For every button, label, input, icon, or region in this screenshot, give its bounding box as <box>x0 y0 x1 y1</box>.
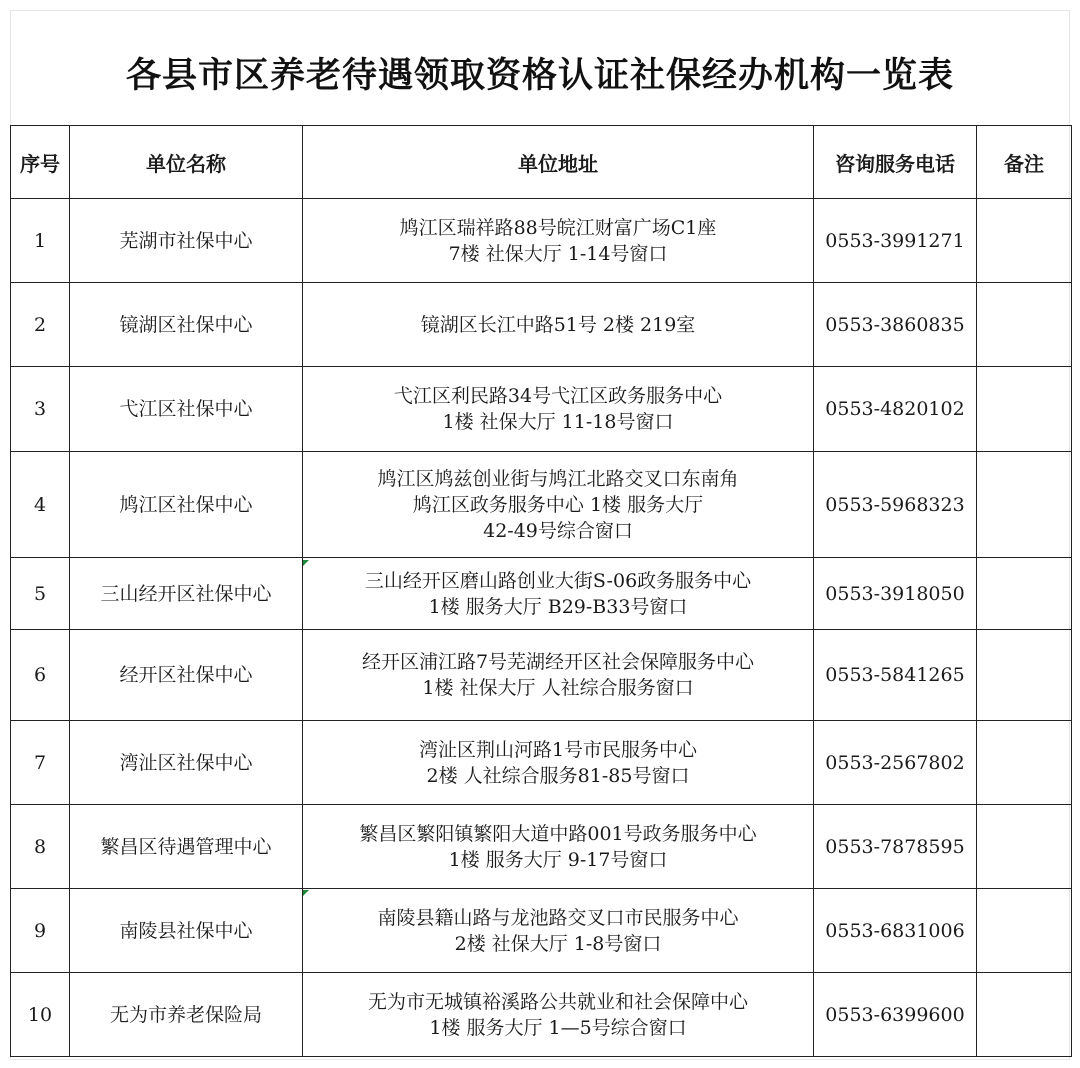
address-line: 2楼 人社综合服务81-85号窗口 <box>426 764 690 787</box>
cell-address <box>303 452 814 558</box>
cell-unit-name: 弋江区社保中心 <box>70 367 303 452</box>
address-line: 湾沚区荆山河路1号市民服务中心 <box>418 738 698 761</box>
table-row <box>11 283 1072 367</box>
address-line: 鸠江区政务服务中心 1楼 服务大厅 <box>412 493 704 516</box>
table-row <box>11 199 1072 283</box>
address-line: 无为市无城镇裕溪路公共就业和社会保障中心 <box>367 990 748 1013</box>
cell-remark <box>977 452 1072 558</box>
table-row <box>11 367 1072 452</box>
cell-address <box>303 199 814 283</box>
address-line: 1楼 社保大厅 11-18号窗口 <box>442 411 674 433</box>
cell-address <box>303 283 814 367</box>
cell-corner-mark <box>303 560 309 566</box>
cell-phone: 0553-3860835 <box>814 283 977 367</box>
cell-address <box>303 805 814 889</box>
cell-remark <box>977 283 1072 367</box>
cell-unit-name: 无为市养老保险局 <box>70 973 303 1057</box>
address-line: 42-49号综合窗口 <box>483 519 633 542</box>
address-line: 繁昌区繁阳镇繁阳大道中路001号政务服务中心 <box>359 822 757 845</box>
cell-phone: 0553-7878595 <box>814 805 977 889</box>
cell-unit-name: 三山经开区社保中心 <box>70 558 303 630</box>
table-header-row <box>11 126 1072 199</box>
cell-unit-name: 繁昌区待遇管理中心 <box>70 805 303 889</box>
table-row <box>11 805 1072 889</box>
address-line: 鸠江区鸠兹创业街与鸠江北路交叉口东南角 <box>377 467 739 490</box>
address-line: 三山经开区磨山路创业大街S-06政务服务中心 <box>364 569 752 592</box>
header-seq: 序号 <box>11 126 70 199</box>
address-line: 镜湖区长江中路51号 2楼 219室 <box>420 313 696 336</box>
address-line: 1楼 服务大厅 1—5号综合窗口 <box>429 1016 687 1039</box>
address-line: 2楼 社保大厅 1-8号窗口 <box>454 932 662 955</box>
cell-phone: 0553-5968323 <box>814 452 977 558</box>
cell-seq: 10 <box>11 973 70 1057</box>
cell-phone: 0553-4820102 <box>814 367 977 452</box>
cell-address <box>303 367 814 452</box>
address-line: 1楼 服务大厅 9-17号窗口 <box>448 848 668 871</box>
cell-seq: 7 <box>11 721 70 805</box>
cell-seq: 2 <box>11 283 70 367</box>
cell-phone: 0553-6831006 <box>814 889 977 973</box>
cell-seq: 3 <box>11 367 70 452</box>
cell-corner-mark <box>303 890 309 896</box>
address-line: 经开区浦江路7号芜湖经开区社会保障服务中心 <box>361 651 755 673</box>
header-remark: 备注 <box>977 126 1072 199</box>
cell-address <box>303 630 814 721</box>
header-phone: 咨询服务电话 <box>814 126 977 199</box>
cell-seq: 1 <box>11 199 70 283</box>
address-line: 弋江区利民路34号弋江区政务服务中心 <box>393 385 723 407</box>
address-line: 1楼 服务大厅 B29-B33号窗口 <box>428 595 688 618</box>
cell-seq: 5 <box>11 558 70 630</box>
cell-address <box>303 721 814 805</box>
cell-phone: 0553-5841265 <box>814 630 977 721</box>
institution-table <box>10 125 1072 1057</box>
cell-unit-name: 湾沚区社保中心 <box>70 721 303 805</box>
cell-remark <box>977 558 1072 630</box>
cell-phone: 0553-3991271 <box>814 199 977 283</box>
cell-unit-name: 镜湖区社保中心 <box>70 283 303 367</box>
header-unit-name: 单位名称 <box>70 126 303 199</box>
cell-phone: 0553-2567802 <box>814 721 977 805</box>
cell-phone: 0553-6399600 <box>814 973 977 1057</box>
cell-remark <box>977 630 1072 721</box>
cell-address <box>303 558 814 630</box>
cell-unit-name: 南陵县社保中心 <box>70 889 303 973</box>
cell-remark <box>977 367 1072 452</box>
cell-unit-name: 鸠江区社保中心 <box>70 452 303 558</box>
page-title: 各县市区养老待遇领取资格认证社保经办机构一览表 <box>125 56 954 96</box>
cell-seq: 9 <box>11 889 70 973</box>
table-row <box>11 452 1072 558</box>
cell-phone: 0553-3918050 <box>814 558 977 630</box>
address-line: 1楼 社保大厅 人社综合服务窗口 <box>422 677 694 699</box>
cell-seq: 4 <box>11 452 70 558</box>
header-address: 单位地址 <box>303 126 814 199</box>
table-row <box>11 889 1072 973</box>
address-line: 南陵县籍山路与龙池路交叉口市民服务中心 <box>377 906 739 929</box>
cell-unit-name: 芜湖市社保中心 <box>70 199 303 283</box>
cell-seq: 8 <box>11 805 70 889</box>
table-row <box>11 721 1072 805</box>
cell-remark <box>977 889 1072 973</box>
cell-remark <box>977 199 1072 283</box>
cell-remark <box>977 805 1072 889</box>
table-row <box>11 630 1072 721</box>
cell-seq: 6 <box>11 630 70 721</box>
table-row <box>11 558 1072 630</box>
cell-remark <box>977 973 1072 1057</box>
address-line: 鸠江区瑞祥路88号皖江财富广场C1座 <box>399 216 717 239</box>
address-line: 7楼 社保大厅 1-14号窗口 <box>448 242 668 265</box>
cell-address <box>303 889 814 973</box>
cell-unit-name: 经开区社保中心 <box>70 630 303 721</box>
table-row <box>11 973 1072 1057</box>
cell-remark <box>977 721 1072 805</box>
cell-address <box>303 973 814 1057</box>
